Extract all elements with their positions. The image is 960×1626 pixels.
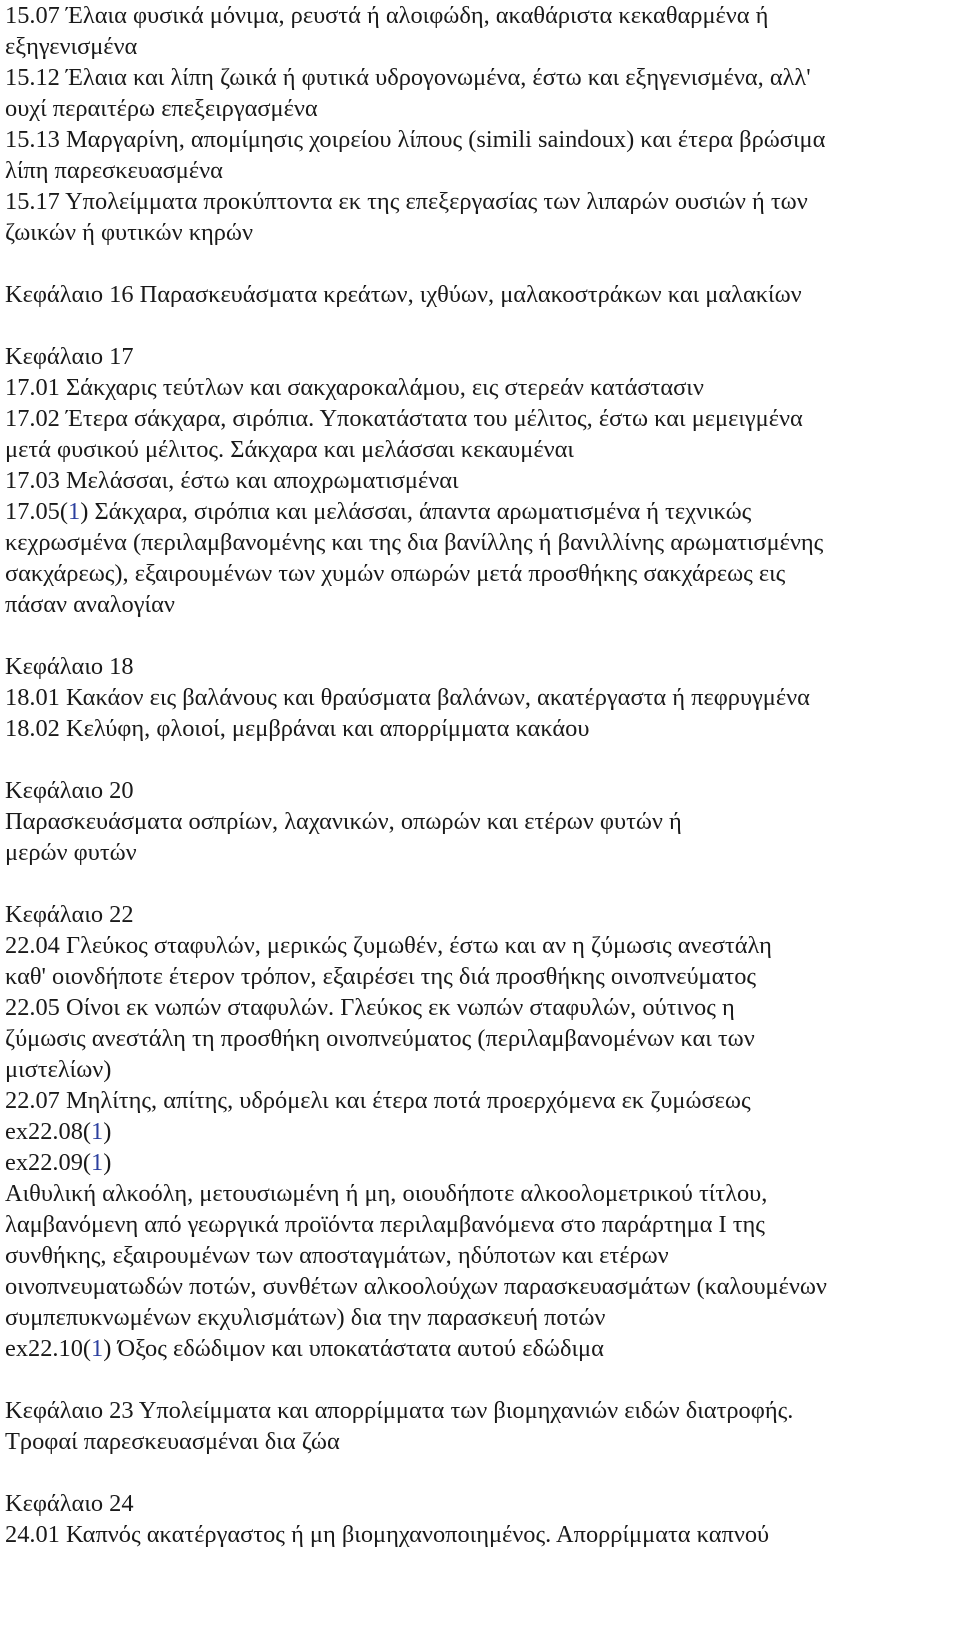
text-line [5,496,955,527]
text-line: Παρασκευάσματα οσπρίων, λαχανικών, οπωρών και ετέρων φυτών ή [5,808,682,835]
line-text-before: ex22.09( [5,1149,92,1176]
text-line: Κεφάλαιο 20 [5,777,134,804]
text-line: 18.02 Κελύφη, φλοιοί, μεμβράναι και απορρίμματα κακάου [5,715,590,742]
text-line: συμπεπυκνωμένων εκχυλισμάτων) δια την παρασκευή ποτών [5,1304,606,1331]
paragraph-gap [5,248,955,279]
text-line: πάσαν αναλογίαν [5,591,175,618]
text-line: Τροφαί παρεσκευασμέναι δια ζώα [5,1428,340,1455]
footnote-reference[interactable]: 1 [91,1118,104,1145]
paragraph-gap [5,868,955,899]
text-line: 15.13 Μαργαρίνη, απομίμησις χοιρείου λίπους (simili saindoux) και έτερα βρώσιμα [5,126,826,153]
text-line: συνθήκης, εξαιρουμένων των αποσταγμάτων, ηδύποτων και ετέρων [5,1242,669,1269]
line-text-after: ) Όξος εδώδιμον και υποκατάστατα αυτού εδώδιμα [103,1335,604,1362]
text-line: 24.01 Καπνός ακατέργαστος ή μη βιομηχανοποιημένος. Απορρίμματα καπνού [5,1521,770,1548]
text-line: 17.02 Έτερα σάκχαρα, σιρόπια. Υποκατάστατα του μέλιτος, έστω και μεμειγμένα [5,405,803,432]
text-line: μερών φυτών [5,839,137,866]
footnote-reference[interactable]: 1 [91,1335,104,1362]
text-line: 22.04 Γλεύκος σταφυλών, μερικώς ζυμωθέν, έστω και αν η ζύμωσις ανεστάλη [5,932,772,959]
text-line: μετά φυσικού μέλιτος. Σάκχαρα και μελάσσαι κεκαυμέναι [5,436,574,463]
text-line: Κεφάλαιο 23 Υπολείμματα και απορρίμματα των βιομηχανιών ειδών διατροφής. [5,1397,794,1424]
text-line: μιστελίων) [5,1056,112,1083]
line-text-after: ) [103,1149,112,1176]
text-line: Αιθυλική αλκοόλη, μετουσιωμένη ή μη, οιουδήποτε αλκοολομετρικού τίτλου, [5,1180,768,1207]
text-line: σακχάρεως), εξαιρουμένων των χυμών οπωρών μετά προσθήκης σακχάρεως εις [5,560,786,587]
footnote-reference[interactable]: 1 [91,1149,104,1176]
line-text-before: 17.05( [5,498,69,525]
line-text-before: ex22.08( [5,1118,92,1145]
text-line: Κεφάλαιο 17 [5,343,134,370]
text-line [5,1116,955,1147]
text-line: 22.07 Μηλίτης, απίτης, υδρόμελι και έτερα ποτά προερχόμενα εκ ζυμώσεως [5,1087,751,1114]
paragraph-gap [5,1457,955,1488]
document-body [5,0,955,1550]
text-line: ζωικών ή φυτικών κηρών [5,219,254,246]
text-line: καθ' οιονδήποτε έτερον τρόπον, εξαιρέσει της διά προσθήκης οινοπνεύματος [5,963,757,990]
text-line: λαμβανόμενη από γεωργικά προϊόντα περιλαμβανόμενα στο παράρτημα I της [5,1211,765,1238]
paragraph-gap [5,310,955,341]
text-line: 17.03 Μελάσσαι, έστω και αποχρωματισμέναι [5,467,459,494]
text-line: κεχρωσμένα (περιλαμβανομένης και της δια βανίλλης ή βανιλλίνης αρωματισμένης [5,529,824,556]
text-line: εξηγενισμένα [5,33,138,60]
text-line: Κεφάλαιο 16 Παρασκευάσματα κρεάτων, ιχθύων, μαλακοστράκων και μαλακίων [5,281,802,308]
text-line: λίπη παρεσκευασμένα [5,157,223,184]
paragraph-gap [5,744,955,775]
paragraph-gap [5,1364,955,1395]
text-line: Κεφάλαιο 24 [5,1490,134,1517]
text-line: Κεφάλαιο 18 [5,653,134,680]
text-line: 22.05 Οίνοι εκ νωπών σταφυλών. Γλεύκος εκ νωπών σταφυλών, ούτινος η [5,994,735,1021]
line-text-after: ) Σάκχαρα, σιρόπια και μελάσσαι, άπαντα αρωματισμένα ή τεχνικώς [80,498,752,525]
text-line [5,1333,955,1364]
line-text-after: ) [103,1118,112,1145]
text-line: 15.12 Έλαια και λίπη ζωικά ή φυτικά υδρογονωμένα, έστω και εξηγενισμένα, αλλ' [5,64,811,91]
text-line: 17.01 Σάκχαρις τεύτλων και σακχαροκαλάμου, εις στερεάν κατάστασιν [5,374,704,401]
text-line: 18.01 Κακάον εις βαλάνους και θραύσματα βαλάνων, ακατέργαστα ή πεφρυγμένα [5,684,810,711]
text-line: ζύμωσις ανεστάλη τη προσθήκη οινοπνεύματος (περιλαμβανομένων και των [5,1025,755,1052]
text-line [5,1147,955,1178]
text-line: ουχί περαιτέρω επεξειργασμένα [5,95,318,122]
paragraph-gap [5,620,955,651]
text-line: 15.17 Υπολείμματα προκύπτοντα εκ της επεξεργασίας των λιπαρών ουσιών ή των [5,188,808,215]
line-text-before: ex22.10( [5,1335,92,1362]
footnote-reference[interactable]: 1 [68,498,81,525]
text-line: Κεφάλαιο 22 [5,901,134,928]
text-line: 15.07 Έλαια φυσικά μόνιμα, ρευστά ή αλοιφώδη, ακαθάριστα κεκαθαρμένα ή [5,2,769,29]
text-line: οινοπνευματωδών ποτών, συνθέτων αλκοολούχων παρασκευασμάτων (καλουμένων [5,1273,827,1300]
